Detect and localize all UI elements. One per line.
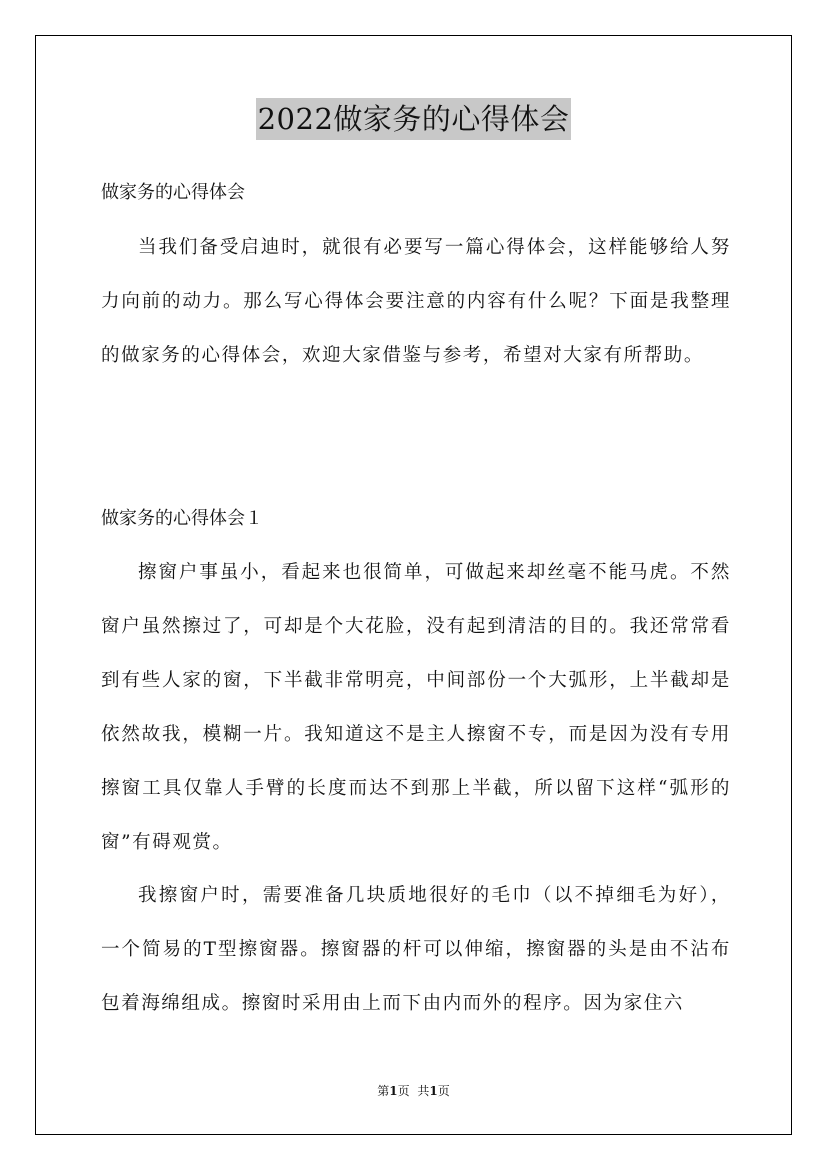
page-footer (0, 1083, 827, 1099)
section-heading: 做家务的心得体会１ (101, 508, 263, 529)
intro-paragraph: 当我们备受启迪时，就很有必要写一篇心得体会，这样能够给人努力向前的动力。那么写心得体会要注意的内容有什么呢？下面是我整理的做家务的心得体会，欢迎大家借鉴与参考，希望对大家有所帮助。 (101, 237, 731, 366)
section-heading: 做家务的心得体会 (101, 182, 245, 203)
page-prefix: 第 (377, 1084, 390, 1098)
page-number: 1 (389, 1084, 398, 1098)
document-title: 2022做家务的心得体会 (256, 98, 572, 140)
page-total: 1 (429, 1084, 438, 1098)
total-suffix: 页 (437, 1084, 450, 1098)
body-paragraph: 擦窗户事虽小，看起来也很简单，可做起来却丝毫不能马虎。不然窗户虽然擦过了，可却是个大花脸，没有起到清洁的目的。我还常常看到有些人家的窗，下半截非常明亮，中间部份一个大弧形，上半截却是依然故我，模糊一片。我知道这不是主人擦窗不专，而是因为没有专用擦窗工具仅靠人手臂的长度而达不到那上半截，所以留下这样“弧形的窗”有碍观赏。 (101, 562, 731, 853)
total-prefix: 共 (417, 1084, 430, 1098)
title-container (0, 98, 827, 140)
page-suffix: 页 (397, 1084, 410, 1098)
body-paragraph: 我擦窗户时，需要准备几块质地很好的毛巾（以不掉细毛为好），一个简易的T型擦窗器。擦窗器的杆可以伸缩，擦窗器的头是由不沾布包着海绵组成。擦窗时采用由上而下由内而外的程序。因为家住六 (101, 885, 731, 1014)
